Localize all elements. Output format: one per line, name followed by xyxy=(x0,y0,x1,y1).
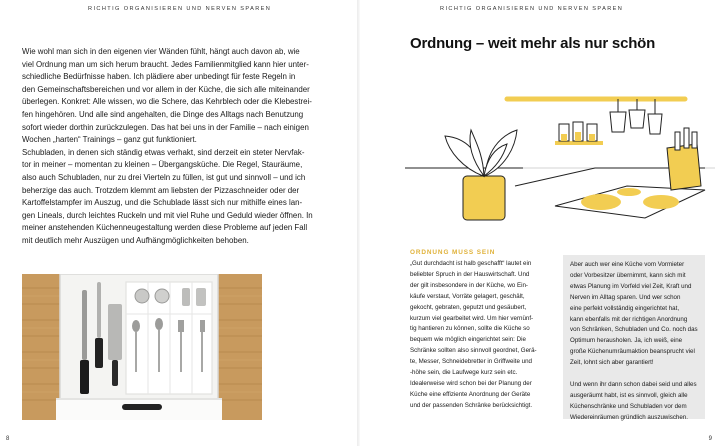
body-line: mit deutlich mehr Auszügen und Aufhängmöglichkeiten behoben. xyxy=(22,235,249,245)
text-line: Idealerweise wird schon bei der Planung der xyxy=(410,379,532,387)
text-line: Und wenn ihr dann schon dabei seid und alles xyxy=(570,380,697,388)
left-body-text xyxy=(22,46,342,248)
text-line: der gilt insbesondere in der Küche, wo Ein- xyxy=(410,281,528,289)
text-line: beliebter Spruch in der Hauswirtschaft. Und xyxy=(410,270,530,278)
page-number-right: 9 xyxy=(708,436,712,442)
text-line: ausgeräumt habt, ist es sinnvoll, gleich alle xyxy=(570,391,688,399)
section-heading: ORDNUNG MUSS SEIN xyxy=(410,249,496,256)
text-line: tig hantieren zu können, sollte die Küche so xyxy=(410,325,530,333)
body-line: sofort wieder dorthin zurückzulegen. Das hat bei uns in der Familie – nach einigen xyxy=(22,122,309,132)
text-line: te, Messer, Schneidebretter in Griffweite und xyxy=(410,358,532,366)
text-line: -höhe sein, die Laufwege kurz sein etc. xyxy=(410,369,518,377)
text-line: Nerven im Alltag sparen. Und wer schon xyxy=(570,293,681,301)
text-line: kann ebenfalls mit der richtigen Anordnung xyxy=(570,315,688,323)
body-line: den Gemeinschaftsbereichen und vor allem in der Küche, die sich alle miteinander xyxy=(22,84,310,94)
running-head-left: RICHTIG ORGANISIEREN UND NERVEN SPAREN xyxy=(88,6,272,12)
page-title: Ordnung – weit mehr als nur schön xyxy=(410,35,656,52)
kitchen-illustration xyxy=(405,56,715,236)
text-line: „Gut durchdacht ist halb geschafft“ lautet ein xyxy=(410,260,532,267)
body-line: also auch Schubladen, nur zu drei Vierteln zu füllen, ist gut und sinnvoll – und ich xyxy=(22,172,306,182)
kitchen-drawer-photo xyxy=(22,274,262,420)
running-head-right: RICHTIG ORGANISIEREN UND NERVEN SPAREN xyxy=(440,6,624,12)
text-line: Zeit, lohnt sich aber garantiert! xyxy=(570,359,654,367)
text-line: Wiedereinräumen gründlich auszuwischen. xyxy=(570,413,688,421)
body-line: überlegen. Konkret: Alle wissen, wo die Schere, das Kehrblech oder die Klebestrei- xyxy=(22,97,312,107)
body-line: beherzige das auch. Trotzdem klemmt am liebsten der Pizzaschneider oder der xyxy=(22,185,300,195)
body-line: gen Lineals, durch leichtes Ruckeln und mit viel Ruhe und Geduld wieder öffnen. In xyxy=(22,210,313,220)
text-line: und der passenden Schränke berücksichtigt. xyxy=(410,401,533,409)
page-number-left: 8 xyxy=(6,436,10,442)
text-line: etwas Planung im Vorfeld viel Zeit, Kraft und xyxy=(570,282,692,290)
text-line: Optimum herausholen. Ja, ich weiß, eine xyxy=(570,337,683,345)
body-line: Wochen „harten“ Trainings – ganz gut funktioniert. xyxy=(22,135,197,145)
text-line: Küche eine effiziente Anordnung der Geräte xyxy=(410,390,531,398)
text-line: käufe verstaut, Vorräte gelagert, geschält, xyxy=(410,292,525,300)
sidebar-box xyxy=(563,255,705,419)
body-line: Schubladen, in denen sich ständig etwas verhakt, sind derzeit ein steter Nervfak- xyxy=(22,147,305,157)
body-line: schiedliche Bedürfnisse haben. Ich plädiere aber unbedingt für feste Regeln in xyxy=(22,72,296,82)
text-line: Aber auch wer eine Küche vom Vormieter xyxy=(570,261,685,268)
body-line: fen hingehören. Und alle sind angehalten, die Dinge des Alltags nach Benutzung xyxy=(22,109,304,119)
text-line: Küchenschränke und Schubladen vor dem xyxy=(570,402,687,410)
paragraph-gap xyxy=(570,369,705,380)
text-line: oder Vorbesitzer übernimmt, kann sich mit xyxy=(570,271,686,279)
text-line: von Schränken, Schubladen und Co. noch das xyxy=(570,326,698,334)
column-left-text xyxy=(410,259,560,412)
body-line: tor in meiner – momentan zu kleinen – Übergangsküche. Die Regel, Stauräume, xyxy=(22,160,303,170)
text-line: Schränke sollten also sinnvoll geordnet, Gerä- xyxy=(410,347,537,355)
text-line: große Küchenumräumaktion beansprucht viel xyxy=(570,348,695,356)
text-line: eine perfekt vollständig eingerichtet hat, xyxy=(570,304,680,312)
body-line: viel Ordnung man um sich herum braucht. Jedes Familienmitglied kann hier unter- xyxy=(22,59,309,69)
body-line: Kartoffelstampfer im Auszug, und die Schublade lässt sich nur mithilfe eines lan- xyxy=(22,198,303,208)
text-line: gekocht, gebraten, geputzt und gesäubert, xyxy=(410,303,527,311)
text-line: kurzum viel gearbeitet wird. Um hier vernünf- xyxy=(410,314,534,322)
body-line: Wie wohl man sich in den eigenen vier Wänden fühlt, hängt auch davon ab, wie xyxy=(22,47,300,56)
text-line: bequem wie möglich eingerichtet sein: Die xyxy=(410,336,526,344)
body-line: meiner anstehenden Küchenneugestaltung werden diese Probleme auf jeden Fall xyxy=(22,223,308,233)
right-page xyxy=(360,0,720,446)
